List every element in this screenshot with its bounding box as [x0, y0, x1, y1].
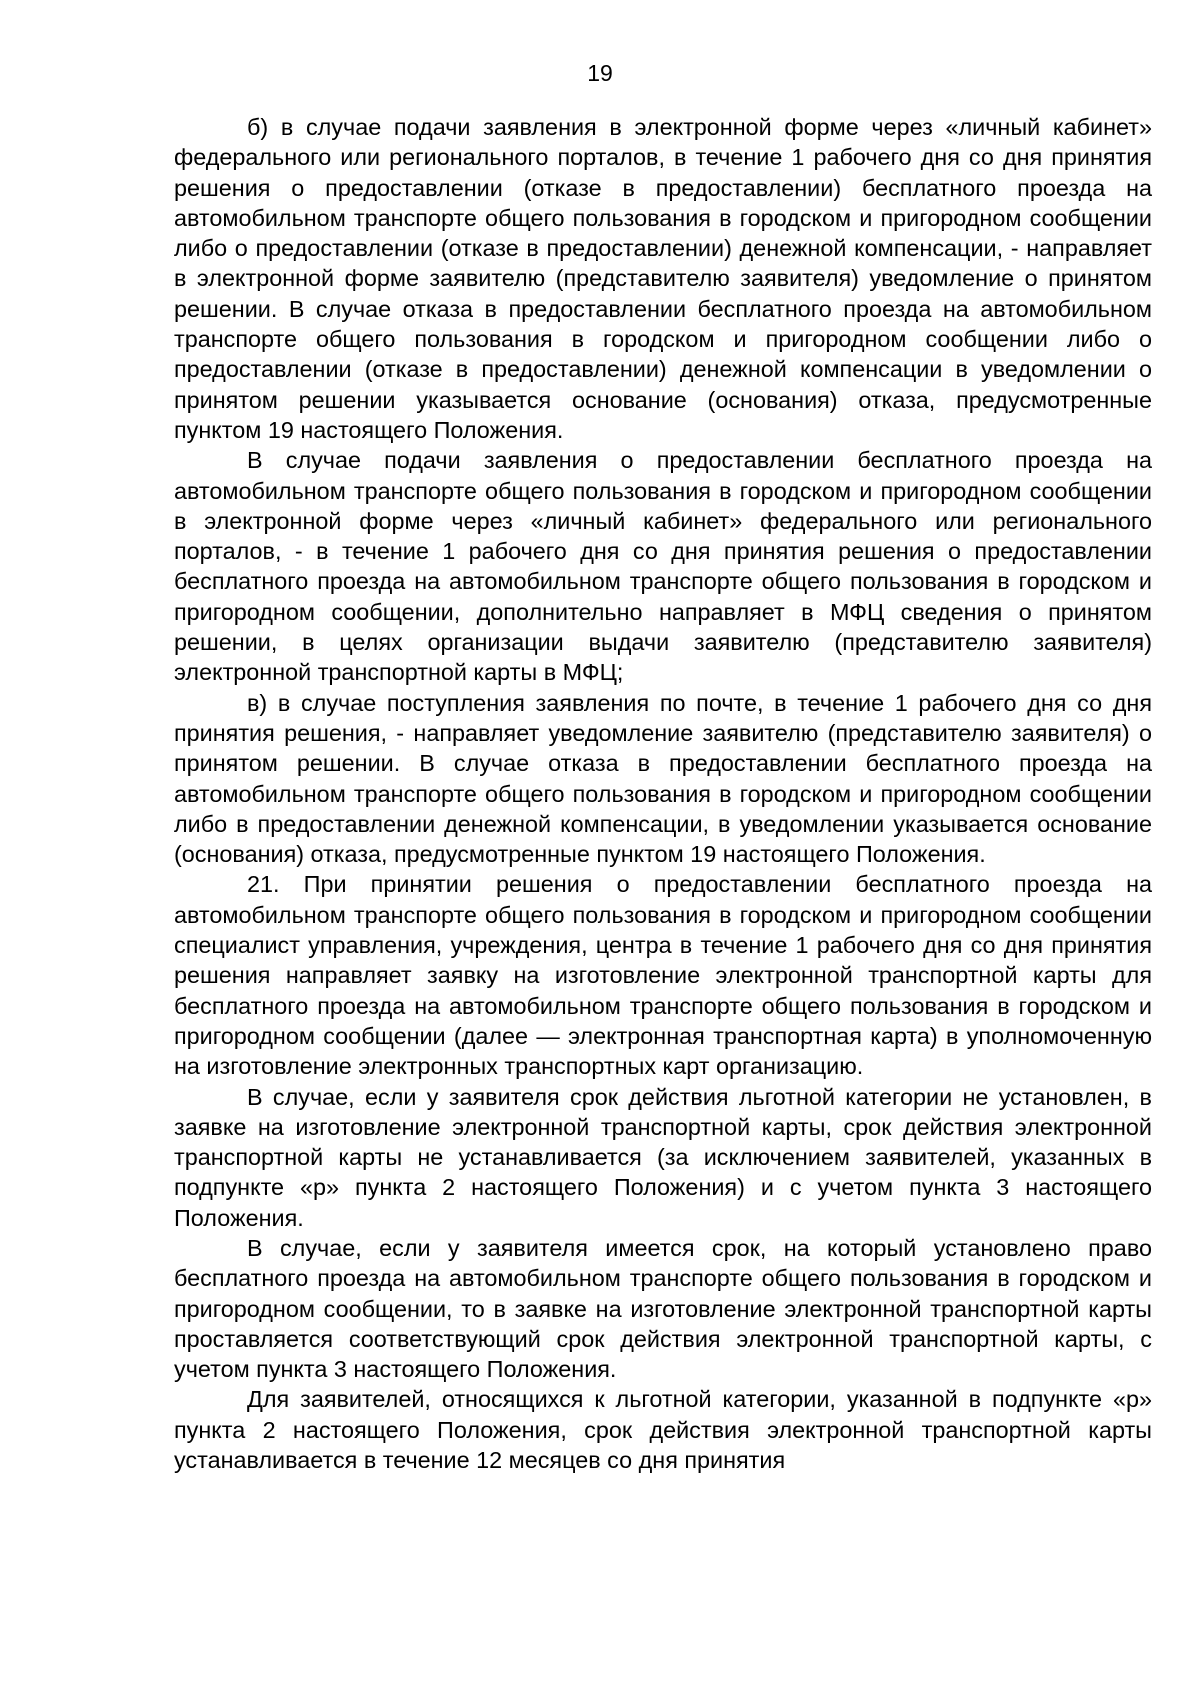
paragraph-term-set: В случае, если у заявителя имеется срок, на который установлено право бесплатного проезда на автомобильном транспорте общего пользования в городском и пригородном сообщении, то в заявке на изготовление электронной транспортной карты проставляется соответствующий срок действия электронной транспортной карты, с учетом пункта 3 настоящего Положения. [174, 1234, 1152, 1383]
paragraph-category-r: Для заявителей, относящихся к льготной категории, указанной в подпункте «р» пункта 2 настоящего Положения, срок действия электронной транспортной карты устанавливается в течение 12 месяцев со дня принятия [174, 1386, 1152, 1474]
paragraph-term-not-set: В случае, если у заявителя срок действия льготной категории не установлен, в заявке на изготовление электронной транспортной карты, срок действия электронной транспортной карты не устанавливается (за исключением заявителей, указанных в подпункте «р» пункта 2 настоящего Положения) и с учетом пункта 3 настоящего Положения. [174, 1083, 1152, 1231]
page-number: 19 [587, 60, 613, 86]
paragraph-subitem-b: б) в случае подачи заявления в электронной форме через «личный кабинет» федерального или регионального порталов, в течение 1 рабочего дня со дня принятия решения о предоставлении (отказе в предоставлении) бесплатного проезда на автомобильном транспорте общего пользования в городском и пригородном сообщении либо о предоставлении (отказе в предоставлении) денежной компенсации, - направляет в электронной форме заявителю (представителю заявителя) уведомление о принятом решении. В случае отказа в предоставлении бесплатного проезда на автомобильном транспорте общего пользования в городском и пригородном сообщении либо о предоставлении (отказе в предоставлении) денежной компенсации в уведомлении о принятом решении указывается основание (основания) отказа, предусмотренные пунктом 19 настоящего Положения. [174, 114, 1152, 443]
paragraph-mfc-notification: В случае подачи заявления о предоставлении бесплатного проезда на автомобильном транспорте общего пользования в городском и пригородном сообщении в электронной форме через «личный кабинет» федерального или регионального порталов, - в течение 1 рабочего дня со дня принятия решения о предоставлении бесплатного проезда на автомобильном транспорте общего пользования в городском и пригородном сообщении, дополнительно направляет в МФЦ сведения о принятом решении, в целях организации выдачи заявителю (представителю заявителя) электронной транспортной карты в МФЦ; [174, 447, 1152, 686]
paragraph-item-21: 21. При принятии решения о предоставлении бесплатного проезда на автомобильном транспорте общего пользования в городском и пригородном сообщении специалист управления, учреждения, центра в течение 1 рабочего дня со дня принятия решения направляет заявку на изготовление электронной транспортной карты для бесплатного проезда на автомобильном транспорте общего пользования в городском и пригородном сообщении (далее — электронная транспортная карта) в уполномоченную на изготовление электронных транспортных карт организацию. [174, 871, 1152, 1080]
paragraph-subitem-v: в) в случае поступления заявления по почте, в течение 1 рабочего дня со дня принятия решения, - направляет уведомление заявителю (представителю заявителя) о принятом решении. В случае отказа в предоставлении бесплатного проезда на автомобильном транспорте общего пользования в городском и пригородном сообщении либо в предоставлении денежной компенсации, в уведомлении указывается основание (основания) отказа, предусмотренные пунктом 19 настоящего Положения. [174, 689, 1152, 868]
document-body [174, 112, 1152, 1475]
